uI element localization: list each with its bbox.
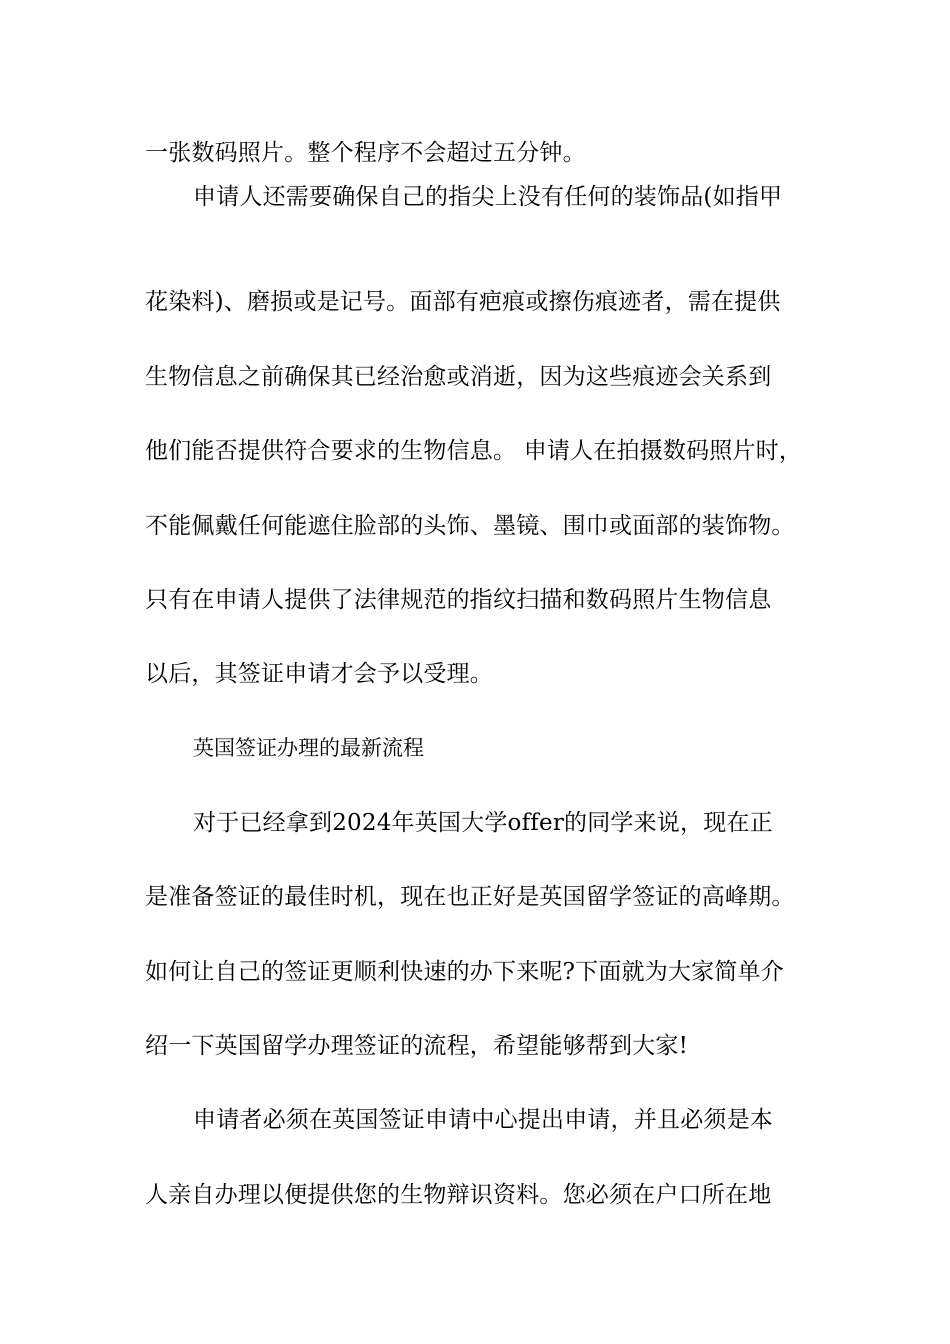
paragraph-line: 他们能否提供符合要求的生物信息。 申请人在拍摄数码照片时， <box>145 438 803 464</box>
paragraph-line: 花染料)、磨损或是记号。面部有疤痕或擦伤痕迹者，需在提供 <box>145 289 781 315</box>
paragraph-line: 不能佩戴任何能遮住脸部的头饰、墨镜、围巾或面部的装饰物。 <box>145 513 795 539</box>
paragraph-line: 对于已经拿到2024年英国大学offer的同学来说，现在正 <box>193 810 773 836</box>
paragraph-line: 申请者必须在英国签证申请中心提出申请，并且必须是本 <box>193 1107 773 1133</box>
paragraph-line: 以后，其签证申请才会予以受理。 <box>145 661 493 687</box>
paragraph-line: 绍一下英国留学办理签证的流程，希望能够帮到大家! <box>145 1033 689 1059</box>
paragraph-line: 只有在申请人提供了法律规范的指纹扫描和数码照片生物信息 <box>145 587 772 613</box>
paragraph-line: 人亲自办理以便提供您的生物辩识资料。您必须在户口所在地 <box>145 1182 772 1208</box>
paragraph-line: 是准备签证的最佳时机，现在也正好是英国留学签证的高峰期。 <box>145 884 795 910</box>
paragraph-line: 申请人还需要确保自己的指尖上没有任何的装饰品(如指甲 <box>193 184 783 210</box>
paragraph-line: 生物信息之前确保其已经治愈或消逝，因为这些痕迹会关系到 <box>145 364 772 390</box>
paragraph-line: 一张数码照片。整个程序不会超过五分钟。 <box>145 140 586 166</box>
section-heading: 英国签证办理的最新流程 <box>193 736 424 760</box>
paragraph-line: 如何让自己的签证更顺利快速的办下来呢?下面就为大家简单介 <box>145 959 784 985</box>
